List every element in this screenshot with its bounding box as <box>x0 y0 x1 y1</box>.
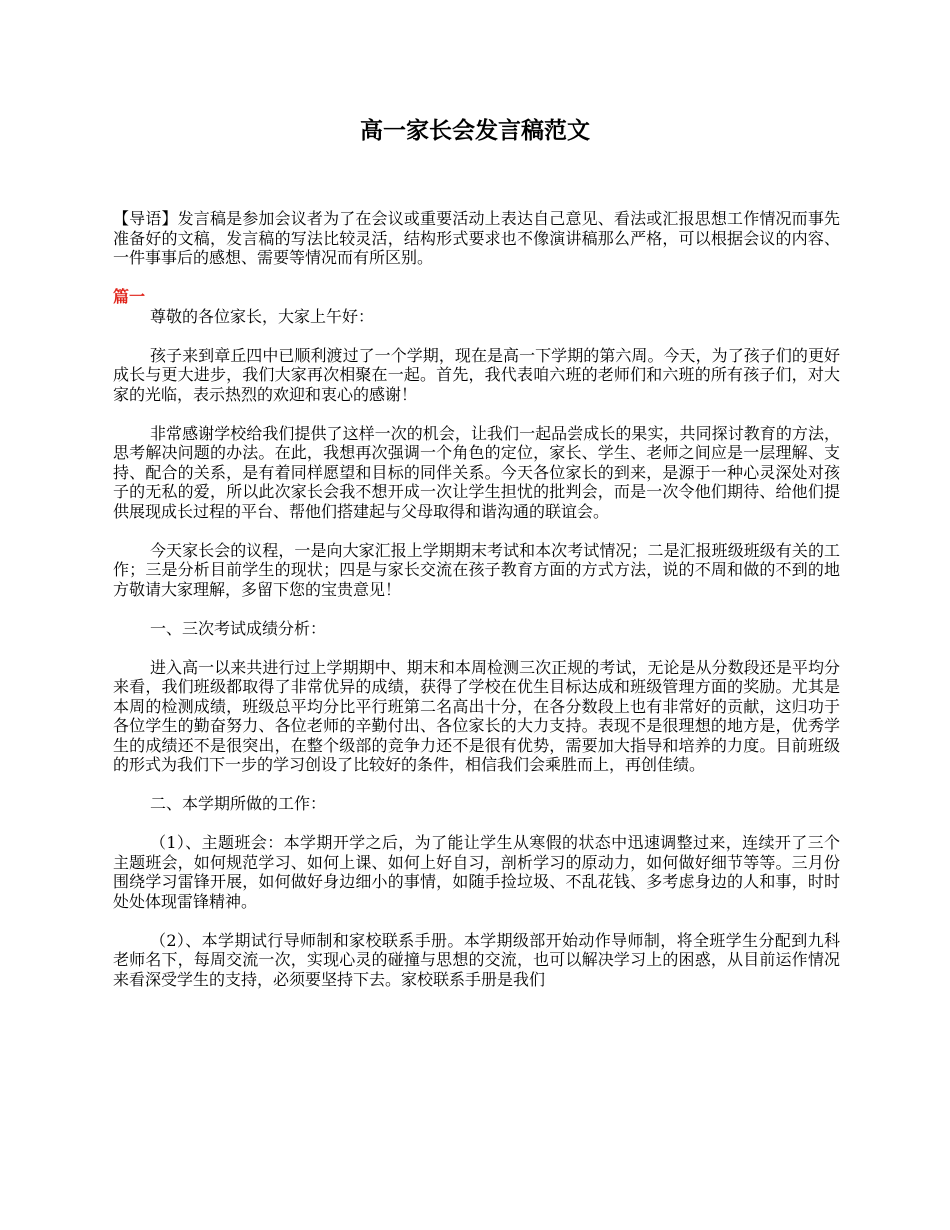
greeting-line: 尊敬的各位家长，大家上午好： <box>150 306 375 326</box>
document-body <box>113 209 840 1009</box>
document-title: 高一家长会发言稿范文 <box>360 118 590 144</box>
body-paragraph: 非常感谢学校给我们提供了这样一次的机会，让我们一起品尝成长的果实，共同探讨教育的方法，思考解决问题的办法。在此，我想再次强调一个角色的定位，家长、学生、老师之间应是一层理解、支持、配合的关系，是有着同样愿望和目标的同伴关系。今天各位家长的到来，是源于一种心灵深处对孩子的无私的爱，所以此次家长会我不想开成一次让学生担忧的批判会，而是一次令他们期待、给他们提供展现成长过程的平台、帮他们搭建起与父母取得和谐沟通的联谊会。 <box>113 423 840 521</box>
body-paragraph: 今天家长会的议程，一是向大家汇报上学期期末考试和本次考试情况；二是汇报班级班级有关的工作；三是分析目前学生的现状；四是与家长交流在孩子教育方面的方式方法，说的不周和做的不到的地方敬请大家理解，多留下您的宝贵意见！ <box>113 540 840 599</box>
body-paragraph: 孩子来到章丘四中已顺利渡过了一个学期，现在是高一下学期的第六周。今天，为了孩子们的更好成长与更大进步，我们大家再次相聚在一起。首先，我代表咱六班的老师们和六班的所有孩子们，对大家的光临，表示热烈的欢迎和衷心的感谢！ <box>113 345 840 404</box>
subheading: 一、三次考试成绩分析： <box>150 618 327 638</box>
body-paragraph: 进入高一以来共进行过上学期期中、期末和本周检测三次正规的考试，无论是从分数段还是平均分来看，我们班级都取得了非常优异的成绩，获得了学校在优生目标达成和班级管理方面的奖励。尤其是本周的检测成绩，班级总平均分比平行班第二名高出十分，在各分数段上也有非常好的贡献，这归功于各位学生的勤奋努力、各位老师的辛勤付出、各位家长的大力支持。表现不是很理想的地方是，优秀学生的成绩还不是很突出，在整个级部的竞争力还不是很有优势，需要加大指导和培养的力度。目前班级的形式为我们下一步的学习创设了比较好的条件，相信我们会乘胜而上，再创佳绩。 <box>113 657 840 774</box>
subheading: 二、本学期所做的工作： <box>150 794 327 813</box>
body-paragraph: （2）、本学期试行导师制和家校联系手册。本学期级部开始动作导师制，将全班学生分配到九科老师名下，每周交流一次，实现心灵的碰撞与思想的交流，也可以解决学习上的困惑，从目前运作情况来看深受学生的支持，必须要坚持下去。家校联系手册是我们 <box>113 930 840 989</box>
intro-paragraph: 【导语】发言稿是参加会议者为了在会议或重要活动上表达自己意见、看法或汇报思想工作情况而事先准备好的文稿，发言稿的写法比较灵活，结构形式要求也不像演讲稿那么严格，可以根据会议的内容、一件事事后的感想、需要等情况而有所区别。 <box>113 209 840 267</box>
body-paragraph: （1）、主题班会：本学期开学之后，为了能让学生从寒假的状态中迅速调整过来，连续开了三个主题班会，如何规范学习、如何上课、如何上好自习，剖析学习的原动力，如何做好细节等等。三月份围绕学习雷锋开展，如何做好身边细小的事情，如随手捡垃圾、不乱花钱、多考虑身边的人和事，时时处处体现雷锋精神。 <box>113 833 840 911</box>
section-heading: 篇一 <box>113 287 146 306</box>
